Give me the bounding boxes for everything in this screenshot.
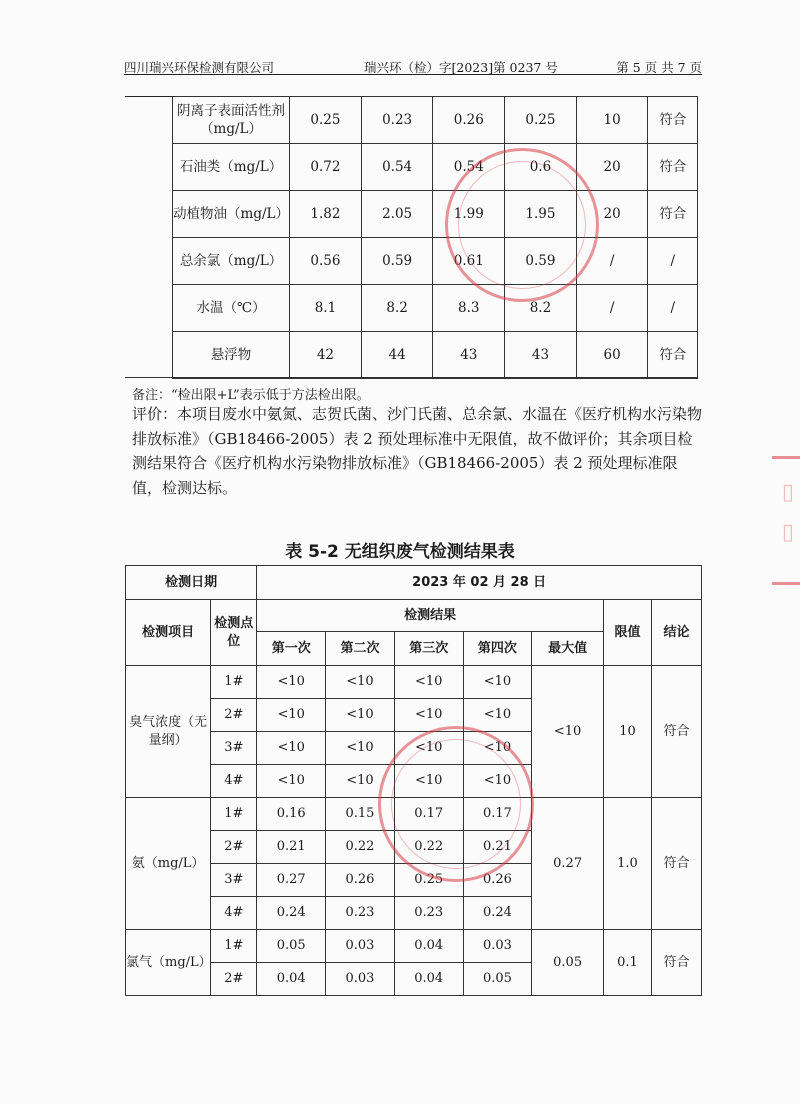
result-value: 0.03 [463, 930, 532, 963]
point-id: 1# [211, 798, 257, 831]
item-name: 石油类（mg/L） [173, 144, 290, 191]
table-row [173, 285, 698, 332]
result-value: <10 [326, 765, 395, 798]
date-value: 2023 年 02 月 28 日 [257, 566, 702, 600]
point-id: 4# [211, 897, 257, 930]
result-value: 0.54 [433, 144, 505, 191]
header-fourth: 第四次 [463, 632, 532, 666]
result-value: <10 [463, 699, 532, 732]
table-row [173, 191, 698, 238]
point-id: 1# [211, 666, 257, 699]
result-value: <10 [463, 666, 532, 699]
result-value: 8.1 [290, 285, 362, 332]
page-number: 第 5 页 共 7 页 [616, 60, 702, 75]
table-row [173, 238, 698, 285]
result-value: 0.25 [290, 97, 362, 144]
max-value: 0.05 [532, 930, 604, 996]
result-value: 0.05 [463, 963, 532, 996]
limit-value: 60 [576, 332, 648, 379]
table-row [173, 332, 698, 379]
edge-seal-fragment: ▯ [781, 520, 794, 545]
item-name: 臭气浓度（无量纲） [126, 666, 211, 798]
header-limit: 限值 [603, 600, 651, 666]
official-seal-upper [445, 148, 599, 302]
conclusion-value: 符合 [652, 666, 702, 798]
point-id: 2# [211, 699, 257, 732]
item-name: 氯气（mg/L） [126, 930, 211, 996]
limit-value: 20 [576, 144, 648, 191]
item-name: 水温（℃） [173, 285, 290, 332]
limit-value: 1.0 [603, 798, 651, 930]
result-value: 0.15 [326, 798, 395, 831]
result-value: 43 [505, 332, 577, 379]
evaluation-text: 评价：本项目废水中氨氮、志贺氏菌、沙门氏菌、总余氯、水温在《医疗机构水污染物排放标准》（GB18466-2005）表 2 预处理标准中无限值，故不做评价；其余项目检测结果符合《医疗机构水污染物排放标准》（GB18466-2005）表 2 预处理标准限值，检测达标。 [132, 405, 703, 497]
result-value: 0.23 [326, 897, 395, 930]
result-value: 0.72 [290, 144, 362, 191]
result-value: <10 [326, 732, 395, 765]
page-header [124, 56, 702, 75]
result-value: 43 [433, 332, 505, 379]
conclusion-value: 符合 [648, 97, 698, 144]
limit-value: / [576, 285, 648, 332]
result-value: 0.59 [505, 238, 577, 285]
table-row [173, 97, 698, 144]
limit-value: / [576, 238, 648, 285]
result-value: <10 [463, 765, 532, 798]
point-id: 3# [211, 732, 257, 765]
table1-bottom-rule [125, 377, 698, 378]
result-value: 0.54 [361, 144, 433, 191]
point-id: 3# [211, 864, 257, 897]
edge-seal-fragment: ▯ [781, 480, 794, 505]
result-value: 0.17 [394, 798, 463, 831]
result-value: 8.3 [433, 285, 505, 332]
result-value: 1.95 [505, 191, 577, 238]
result-value: <10 [257, 765, 326, 798]
result-value: 0.04 [257, 963, 326, 996]
edge-seal-mark [772, 582, 800, 585]
point-id: 1# [211, 930, 257, 963]
official-seal-lower [378, 726, 534, 882]
result-value: 1.82 [290, 191, 362, 238]
conclusion-value: 符合 [652, 798, 702, 930]
result-value: 0.23 [394, 897, 463, 930]
company-name: 四川瑞兴环保检测有限公司 [124, 60, 275, 75]
header-point: 检测点位 [211, 600, 257, 666]
max-value: 0.27 [532, 798, 604, 930]
result-value: 0.03 [326, 963, 395, 996]
conclusion-value: / [648, 238, 698, 285]
point-id: 4# [211, 765, 257, 798]
item-name: 悬浮物 [173, 332, 290, 379]
conclusion-value: 符合 [648, 191, 698, 238]
report-number: 瑞兴环（检）字[2023]第 0237 号 [364, 60, 558, 75]
table-row [126, 666, 702, 699]
conclusion-value: 符合 [648, 332, 698, 379]
item-name: 氨（mg/L） [126, 798, 211, 930]
result-value: 0.21 [257, 831, 326, 864]
result-value: <10 [326, 699, 395, 732]
result-value: 0.6 [505, 144, 577, 191]
limit-value: 0.1 [603, 930, 651, 996]
result-value: 0.61 [433, 238, 505, 285]
result-value: 0.24 [257, 897, 326, 930]
result-value: 44 [361, 332, 433, 379]
result-value: 0.26 [433, 97, 505, 144]
conclusion-value: 符合 [652, 930, 702, 996]
item-name: 阴离子表面活性剂（mg/L） [173, 97, 290, 144]
result-value: 0.56 [290, 238, 362, 285]
result-value: 0.25 [394, 864, 463, 897]
point-id: 2# [211, 963, 257, 996]
result-value: 0.03 [326, 930, 395, 963]
date-label: 检测日期 [126, 566, 257, 600]
result-value: <10 [257, 732, 326, 765]
result-value: 0.27 [257, 864, 326, 897]
conclusion-value: / [648, 285, 698, 332]
note-text: 备注：“检出限+L”表示低于方法检出限。 [132, 388, 370, 403]
result-value: 0.22 [326, 831, 395, 864]
result-value: <10 [463, 732, 532, 765]
result-value: 0.23 [361, 97, 433, 144]
result-value: 0.16 [257, 798, 326, 831]
result-value: 42 [290, 332, 362, 379]
result-value: <10 [326, 666, 395, 699]
result-value: <10 [394, 765, 463, 798]
result-value: <10 [394, 699, 463, 732]
limit-value: 20 [576, 191, 648, 238]
header-item: 检测项目 [126, 600, 211, 666]
conclusion-value: 符合 [648, 144, 698, 191]
result-value: <10 [394, 732, 463, 765]
result-value: 0.04 [394, 930, 463, 963]
item-name: 总余氯（mg/L） [173, 238, 290, 285]
table2-title: 表 5-2 无组织废气检测结果表 [285, 542, 515, 562]
result-value: <10 [257, 666, 326, 699]
header-conclusion: 结论 [652, 600, 702, 666]
result-value: 2.05 [361, 191, 433, 238]
limit-value: 10 [603, 666, 651, 798]
result-value: 0.21 [463, 831, 532, 864]
result-value: <10 [394, 666, 463, 699]
result-value: <10 [257, 699, 326, 732]
table-row [173, 144, 698, 191]
edge-seal-mark [772, 456, 800, 459]
header-second: 第二次 [326, 632, 395, 666]
max-value: <10 [532, 666, 604, 798]
result-value: 0.22 [394, 831, 463, 864]
header-results: 检测结果 [257, 600, 604, 632]
header-max: 最大值 [532, 632, 604, 666]
result-value: 0.59 [361, 238, 433, 285]
result-value: 0.24 [463, 897, 532, 930]
header-third: 第三次 [394, 632, 463, 666]
result-value: 1.99 [433, 191, 505, 238]
result-value: 0.26 [326, 864, 395, 897]
result-value: 8.2 [505, 285, 577, 332]
water-results-table [172, 96, 698, 379]
result-value: 0.17 [463, 798, 532, 831]
table-row [126, 930, 702, 963]
result-value: 0.25 [505, 97, 577, 144]
result-value: 0.04 [394, 963, 463, 996]
result-value: 8.2 [361, 285, 433, 332]
result-value: 0.05 [257, 930, 326, 963]
header-first: 第一次 [257, 632, 326, 666]
limit-value: 10 [576, 97, 648, 144]
result-value: 0.26 [463, 864, 532, 897]
point-id: 2# [211, 831, 257, 864]
item-name: 动植物油（mg/L） [173, 191, 290, 238]
